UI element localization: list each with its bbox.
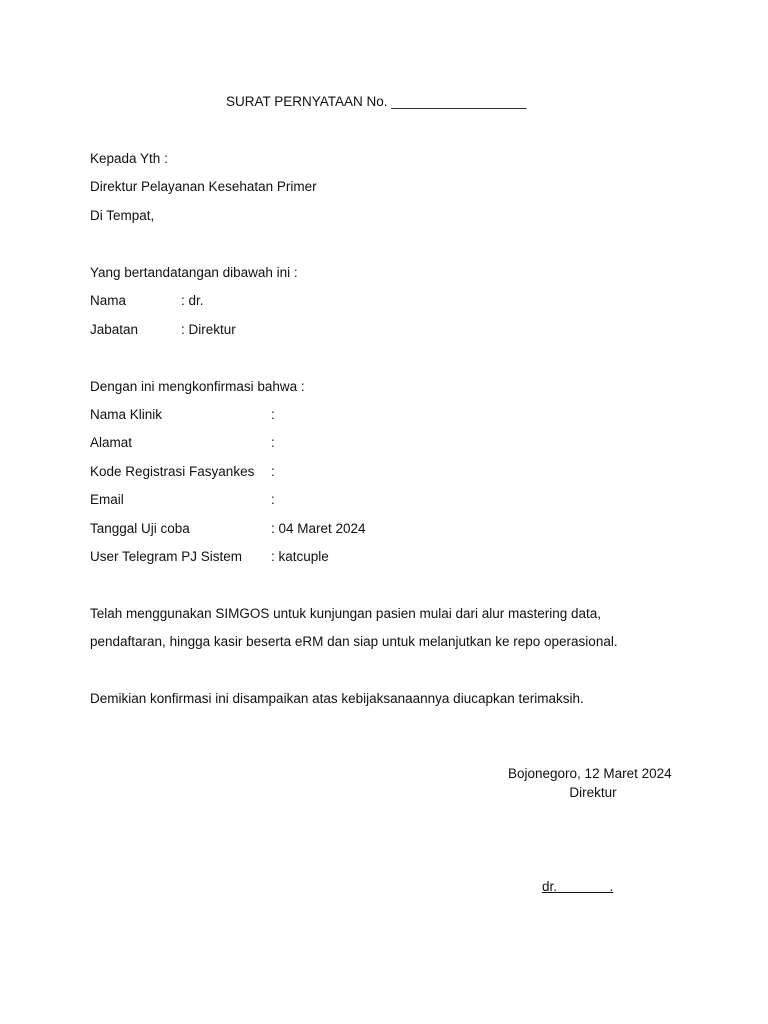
field-label: Nama Klinik [90, 407, 163, 422]
signature-role: Direktur [569, 785, 617, 800]
field-label: Tanggal Uji coba [90, 521, 190, 536]
field-label: Jabatan [90, 322, 139, 337]
closing-sentence: Demikian konfirmasi ini disampaikan atas kebijaksanaannya diucapkan terimaksih. [90, 691, 584, 706]
field-value: : Direktur [181, 322, 236, 337]
signature-name: dr. . [542, 879, 614, 894]
clinic-field-trial-date [90, 521, 690, 539]
field-value: : 04 Maret 2024 [271, 521, 366, 536]
clinic-field-name [90, 407, 690, 425]
field-label: Alamat [90, 435, 133, 450]
confirm-intro: Dengan ini mengkonfirmasi bahwa : [90, 379, 305, 394]
field-label: User Telegram PJ Sistem [90, 549, 243, 564]
clinic-field-email [90, 492, 690, 510]
body-paragraph-line-2: pendaftaran, hingga kasir beserta eRM dan siap untuk melanjutkan ke repo operasional. [90, 634, 618, 649]
field-value: : [271, 407, 275, 422]
field-value: : katcuple [271, 549, 329, 564]
clinic-field-address [90, 435, 690, 453]
field-value: : [271, 492, 275, 507]
signer-field-name [90, 293, 690, 311]
clinic-field-telegram-user [90, 549, 690, 567]
field-label: Nama [90, 293, 127, 308]
recipient-salutation: Kepada Yth : [90, 151, 168, 166]
field-label: Email [90, 492, 124, 507]
signer-intro: Yang bertandatangan dibawah ini : [90, 265, 298, 280]
field-label: Kode Registrasi Fasyankes [90, 464, 255, 479]
recipient-place: Di Tempat, [90, 208, 155, 223]
body-paragraph-line-1: Telah menggunakan SIMGOS untuk kunjungan pasien mulai dari alur mastering data, [90, 606, 602, 621]
field-value: : [271, 435, 275, 450]
signature-place-date: Bojonegoro, 12 Maret 2024 [508, 766, 672, 781]
signer-field-position [90, 322, 690, 340]
letter-title: SURAT PERNYATAAN No. __________________ [226, 94, 527, 109]
field-value: : dr. [181, 293, 204, 308]
recipient-name: Direktur Pelayanan Kesehatan Primer [90, 179, 317, 194]
clinic-field-registration-code [90, 464, 690, 482]
field-value: : [271, 464, 275, 479]
